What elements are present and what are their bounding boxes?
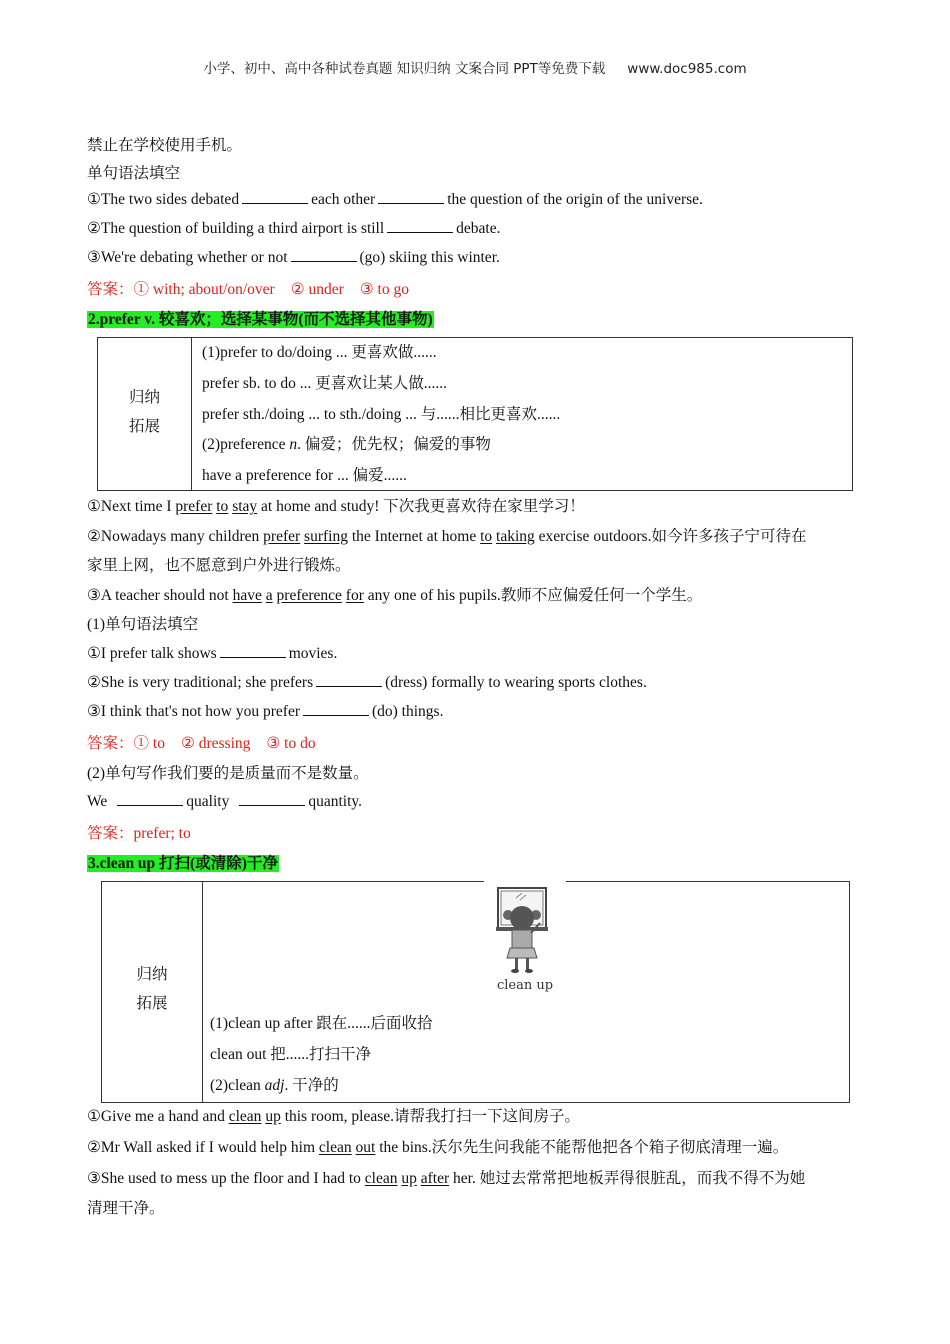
example-3-cont: 清理干净。: [87, 1200, 165, 1217]
blank[interactable]: [117, 791, 183, 806]
question-3: ③I think that's not how you prefer (do) things.: [87, 703, 444, 720]
section-heading-prefer: 2.prefer v. 较喜欢；选择某事物(而不选择其他事物): [88, 311, 433, 328]
page-header: [0, 57, 950, 77]
table-label: 归纳 拓展: [128, 389, 160, 435]
text-line: 禁止在学校使用手机。: [87, 137, 243, 154]
table-row: clean out 把......打扫干净: [210, 1046, 372, 1063]
question-3: ③We're debating whether or not (go) skiing this winter.: [87, 249, 500, 266]
summary-table-prefer: [97, 337, 853, 491]
answer-line: 答案：prefer; to: [87, 825, 191, 842]
blank[interactable]: [303, 701, 369, 716]
answer-line: 答案：① to ② dressing ③ to do: [87, 735, 316, 752]
writing-question: We quality quantity.: [87, 793, 363, 810]
table-label: 归纳 拓展: [136, 966, 168, 1012]
header-text: 小学、初中、高中各种试卷真题 知识归纳 文案合同 PPT等免费下载: [203, 61, 606, 77]
table-row: (2)preference n. 偏爱；优先权；偏爱的事物: [202, 436, 491, 453]
girl-cleaning-window-icon: [484, 878, 566, 978]
table-row: prefer sth./doing ... to sth./doing ... 与......相比更喜欢......: [202, 406, 561, 423]
section-heading-clean-up: 3.clean up 打扫(或清除)干净: [88, 855, 278, 872]
writing-title: (2)单句写作我们要的是质量而不是数量。: [87, 765, 369, 782]
example-3: ③A teacher should not have a preference for any one of his pupils.教师不应偏爱任何一个学生。: [87, 587, 703, 604]
question-2: ②The question of building a third airport is still debate.: [87, 220, 501, 237]
example-2: ②Mr Wall asked if I would help him clean out the bins.沃尔先生问我能不能帮他把各个箱子彻底清理一遍。: [87, 1139, 789, 1156]
example-1: ①Give me a hand and clean up this room, please.请帮我打扫一下这间房子。: [87, 1108, 581, 1125]
table-row: (1)prefer to do/doing ... 更喜欢做......: [202, 344, 437, 361]
table-row: have a preference for ... 偏爱......: [202, 467, 407, 484]
blank[interactable]: [291, 247, 357, 262]
illustration-caption: clean up: [496, 978, 554, 993]
example-1: ①Next time I prefer to stay at home and study! 下次我更喜欢待在家里学习！: [87, 498, 585, 515]
blank[interactable]: [239, 791, 305, 806]
exercise-title: (1)单句语法填空: [87, 616, 199, 633]
example-2: ②Nowadays many children prefer surfing the Internet at home to taking exercise outdoors.如今许多孩子宁可待在: [87, 528, 807, 545]
table-row: (2)clean adj. 干净的: [210, 1077, 339, 1094]
clean-up-illustration: [484, 878, 566, 998]
question-1: ①I prefer talk shows movies.: [87, 645, 338, 662]
example-3: ③She used to mess up the floor and I had to clean up after her. 她过去常常把地板弄得很脏乱，而我不得不为她: [87, 1170, 806, 1187]
blank[interactable]: [387, 218, 453, 233]
table-row: prefer sb. to do ... 更喜欢让某人做......: [202, 375, 447, 392]
example-2-cont: 家里上网，也不愿意到户外进行锻炼。: [87, 557, 351, 574]
exercise-title: 单句语法填空: [87, 165, 181, 182]
header-url[interactable]: www.doc985.com: [627, 61, 747, 77]
blank[interactable]: [316, 672, 382, 687]
question-1: ①The two sides debated each other the question of the origin of the universe.: [87, 191, 703, 208]
summary-table-clean-up: [101, 881, 850, 1103]
answer-line: 答案：① with; about/on/over ② under ③ to go: [87, 281, 409, 298]
question-2: ②She is very traditional; she prefers (dress) formally to wearing sports clothes.: [87, 674, 647, 691]
blank[interactable]: [378, 189, 444, 204]
table-row: (1)clean up after 跟在......后面收拾: [210, 1015, 433, 1032]
blank[interactable]: [242, 189, 308, 204]
blank[interactable]: [220, 643, 286, 658]
